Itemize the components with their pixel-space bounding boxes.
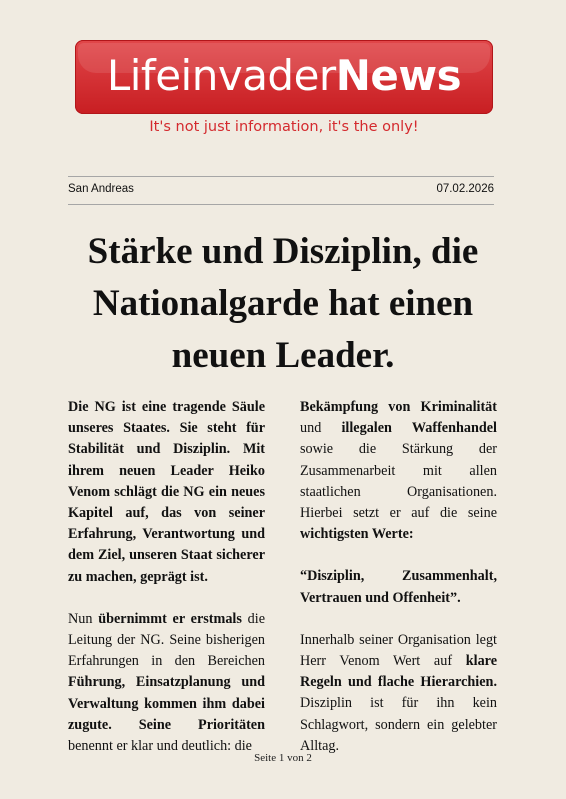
text-run-bold: übernimmt er erstmals [98, 610, 242, 627]
header-banner [75, 40, 493, 114]
headline: Stärke und Disziplin, die Nationalgarde hat einen neuen Leader. [87, 231, 479, 376]
date-label: 07.02.2026 [436, 183, 494, 195]
text-run-bold: Bekämpfung von Kriminalität [300, 399, 497, 415]
top-divider [68, 176, 494, 177]
text-run-bold: Führung, Einsatzplanung und Verwaltung kommen ihm dabei zugute. [68, 674, 265, 733]
text-run: Disziplin ist für ihn kein Schlagwort, sondern ein gelebter Alltag. [300, 695, 497, 754]
text-run: benennt er klar und deutlich: die [68, 738, 252, 755]
text-run: die Leitung der NG. Seine bisherigen Erfahrungen in den Bereichen [68, 610, 265, 670]
logo [75, 50, 493, 102]
lead-paragraph [68, 397, 265, 588]
text-run: Nun [68, 610, 99, 627]
paragraph-3 [300, 397, 497, 545]
text-run-bold: klare Regeln und flache Hierarchien. [300, 653, 497, 691]
quote [300, 566, 497, 608]
text-run-bold: Seine Prioritäten [138, 716, 265, 733]
quote-text: “Disziplin, Zusammenhalt, Vertrauen und Offenheit”. [300, 568, 497, 606]
lead-text: Die NG ist eine tragende Säule unseres Staates. Sie steht für Stabilität und Disziplin. Mit ihrem neuen Leader Heiko Venom schlägt die NG ein neues Kapitel auf, das von seiner Erfahrung, Verantwortung und dem Ziel, unseren Staat sicherer zu machen, geprägt ist. [68, 399, 265, 585]
logo-life: Life [106, 51, 181, 100]
tagline: It's not just information, it's the only! [149, 119, 419, 135]
article-column-left [68, 397, 265, 778]
bottom-divider [68, 204, 494, 205]
text-run: und [300, 420, 342, 437]
logo-news: News [335, 51, 462, 100]
text-run: Innerhalb seiner Organisation legt Herr Venom Wert auf [300, 631, 497, 670]
paragraph-5 [300, 630, 497, 757]
text-run-bold: illegalen Waffenhandel [341, 420, 498, 437]
article-column-right [300, 397, 497, 778]
location-label: San Andreas [68, 183, 134, 195]
page-number: Seite 1 von 2 [254, 752, 312, 764]
paragraph-2 [68, 609, 265, 757]
text-run-bold: wichtigsten Werte: [300, 526, 414, 543]
text-run [112, 717, 139, 733]
text-run: sowie die Stärkung der Zusammenarbeit mit allen staatlichen Organisationen. Hierbei setzt er auf die seine [300, 441, 497, 522]
logo-invader: invader [180, 51, 336, 100]
meta-bar [68, 183, 494, 195]
